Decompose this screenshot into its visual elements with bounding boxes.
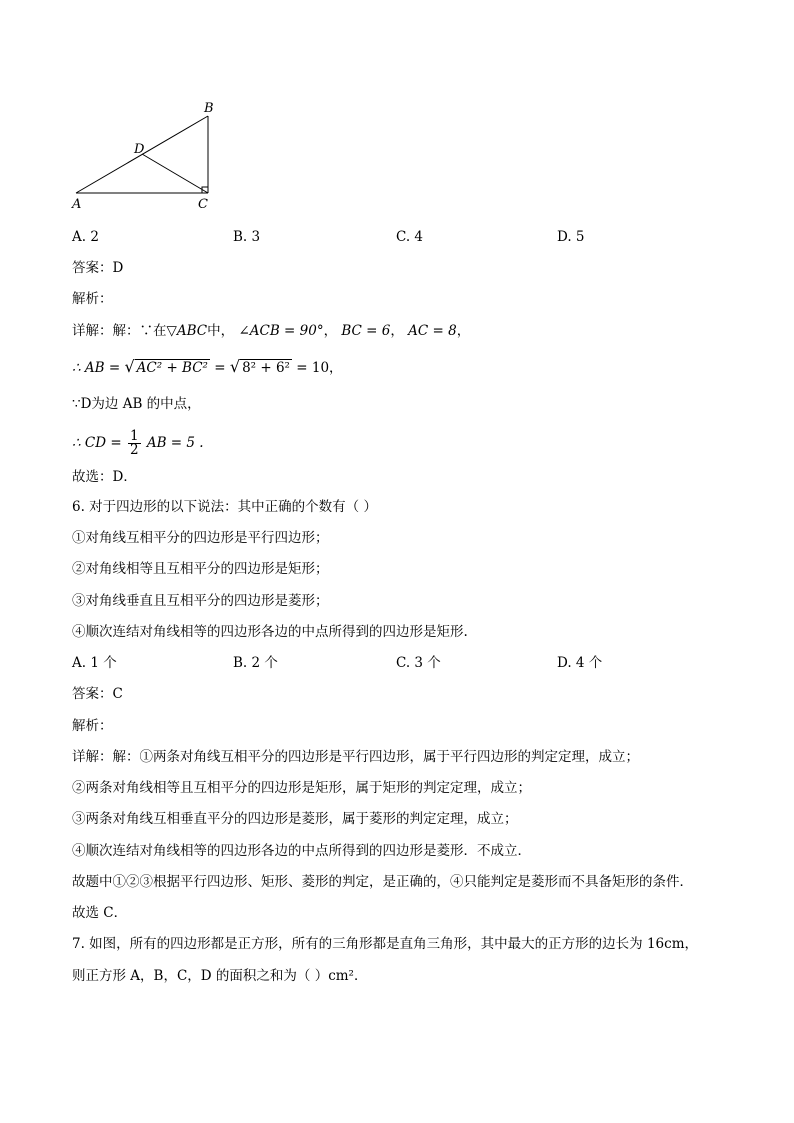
q6-option-d: D. 4 个 xyxy=(557,655,603,671)
q6-option-b: B. 2 个 xyxy=(233,655,278,671)
q6-conclusion: 故选 C． xyxy=(72,905,128,921)
q5-option-d: D. 5 xyxy=(557,229,585,245)
cd-lhs: ∴ CD = xyxy=(72,435,122,451)
angle-acb: ∠ACB = 90° xyxy=(238,323,324,339)
length-bc: BC = 6 xyxy=(341,323,391,339)
sqrt-sign: √ xyxy=(124,357,135,376)
q5-answer: 答案：D xyxy=(72,260,124,276)
q5-cd-formula xyxy=(72,428,204,458)
fraction-half xyxy=(128,430,141,457)
q6-statement-3: ③对角线垂直且互相平分的四边形是菱形； xyxy=(72,593,329,609)
q6-option-c: C. 3 个 xyxy=(396,655,441,671)
ab-equals: = xyxy=(214,360,226,376)
q6-detail-3: ③两条对角线互相垂直平分的四边形是菱形，属于菱形的判定定理，成立； xyxy=(72,811,518,827)
q6-statement-4: ④顺次连结对角线相等的四边形各边的中点所得到的四边形是矩形. xyxy=(72,624,468,640)
sqrt-8-6: 8² + 6² xyxy=(242,360,290,376)
q6-option-a: A. 1 个 xyxy=(72,655,117,671)
q5-option-b: B. 3 xyxy=(233,229,261,245)
triangle-symbol: ▽ xyxy=(166,323,177,339)
q6-statement-1: ①对角线互相平分的四边形是平行四边形； xyxy=(72,530,329,546)
segment-cd xyxy=(142,154,208,193)
q5-option-a: A. 2 xyxy=(72,229,99,245)
q7-line-1: 7. 如图，所有的四边形都是正方形，所有的三角形都是直角三角形，其中最大的正方形的边长为 16cm， xyxy=(72,936,699,952)
q5-conclusion: 故选：D． xyxy=(72,469,137,485)
q6-question: 6. 对于四边形的以下说法：其中正确的个数有（ ） xyxy=(72,499,377,515)
q5-analysis-label: 解析： xyxy=(72,291,113,307)
q5-detail-prefix: 详解：解：∵在 xyxy=(72,323,167,339)
sqrt-ac-bc: AC² + BC² xyxy=(136,360,208,376)
q6-detail-5: 故题中①②③根据平行四边形、矩形、菱形的判定，是正确的，④只能判定是菱形而不具备矩形的条件． xyxy=(72,874,693,890)
ab-result: = 10， xyxy=(296,360,343,376)
q6-answer: 答案：C xyxy=(72,686,123,702)
q6-detail-1: 详解：解：①两条对角线互相平分的四边形是平行四边形，属于平行四边形的判定定理，成立； xyxy=(72,749,639,765)
sqrt-sign: √ xyxy=(229,357,241,376)
q7-line-2: 则正方形 A，B，C，D 的面积之和为（ ）cm²． xyxy=(72,968,368,984)
ab-lhs: ∴ AB = xyxy=(72,360,121,376)
triangle-name: ABC xyxy=(176,323,208,339)
label-c: C xyxy=(198,197,208,212)
triangle-figure xyxy=(68,96,228,214)
cd-rhs: AB = 5 . xyxy=(146,435,204,451)
length-ac: AC = 8 xyxy=(408,323,457,339)
q5-ab-formula xyxy=(72,357,343,378)
label-d: D xyxy=(134,142,145,157)
q6-statement-2: ②对角线相等且互相平分的四边形是矩形； xyxy=(72,561,329,577)
fraction-numerator: 1 xyxy=(129,428,139,444)
q6-analysis-label: 解析： xyxy=(72,718,113,734)
label-a: A xyxy=(72,197,82,212)
q6-detail-2: ②两条对角线相等且互相平分的四边形是矩形，属于矩形的判定定理，成立； xyxy=(72,780,531,796)
q6-detail-4: ④顺次连结对角线相等的四边形各边的中点所得到的四边形是菱形．不成立． xyxy=(72,843,531,859)
label-b: B xyxy=(204,101,214,116)
fraction-denominator: 2 xyxy=(129,442,139,458)
q5-midpoint-line: ∵D为边 AB 的中点， xyxy=(72,396,201,412)
q5-detail-line: 详解：解：∵在▽ABC中， ∠ACB = 90°， BC = 6， AC = 8， xyxy=(72,323,471,339)
q5-detail-middle: 中， xyxy=(207,323,235,339)
q5-option-c: C. 4 xyxy=(396,229,424,245)
